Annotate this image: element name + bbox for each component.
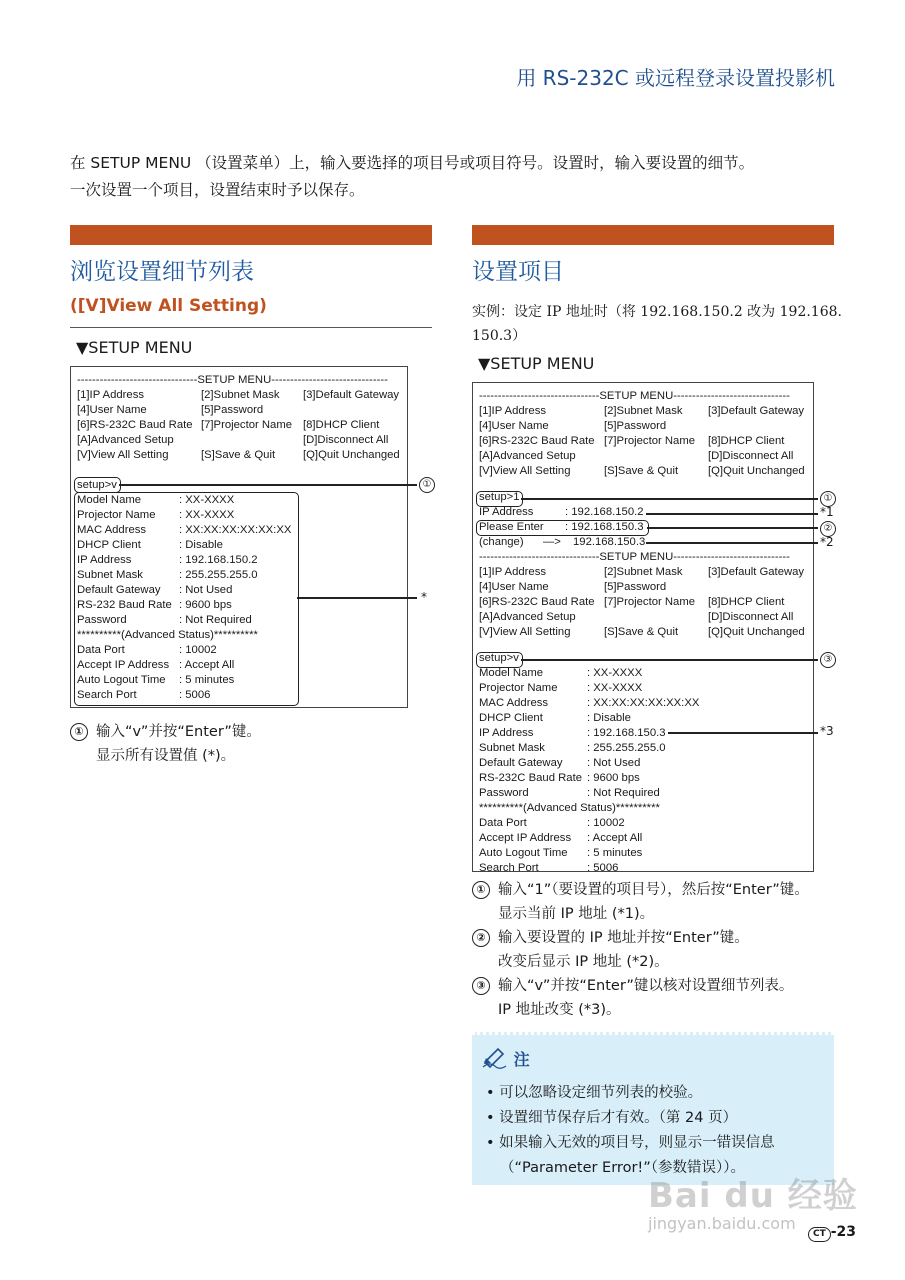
- page-number-text: -23: [830, 1224, 857, 1240]
- setting-value: : XX-XXXX: [179, 509, 235, 521]
- note-header: [482, 1047, 530, 1070]
- second-menu-item: [2]Subnet Mask: [604, 566, 683, 578]
- setting-label: Accept IP Address: [77, 659, 170, 671]
- setting-value: : XX:XX:XX:XX:XX:XX: [179, 524, 292, 536]
- setting-value: : Accept All: [179, 659, 235, 671]
- right-leader-line-3: [521, 659, 818, 661]
- setting-value: : 10002: [179, 644, 217, 656]
- right-example-line-1: 实例：设定 IP 地址时（将 192.168.150.2 改为 192.168.: [472, 304, 842, 320]
- menu-item: [6]RS-232C Baud Rate: [77, 419, 193, 431]
- right-leader-line-1: [521, 498, 818, 500]
- setting-label: Model Name: [77, 494, 142, 506]
- setting-label: MAC Address: [479, 697, 549, 709]
- note-item-2: • 设置细节保存后才有效。（第 24 页）: [486, 1110, 738, 1126]
- right-step-2-sub: 改变后显示 IP 地址 (*2)。: [498, 954, 669, 970]
- setting-value: : Accept All: [587, 832, 643, 844]
- left-section-subtitle: ([V]View All Setting): [70, 296, 267, 316]
- page-number: [808, 1224, 856, 1242]
- menu-item: [Q]Quit Unchanged: [303, 449, 400, 461]
- setting-value: : 255.255.255.0: [587, 742, 666, 754]
- second-menu-item: [D]Disconnect All: [708, 611, 794, 623]
- menu-item: [V]View All Setting: [77, 449, 169, 461]
- right-step-1: [472, 878, 809, 902]
- right-marker-s1: *1: [820, 505, 834, 519]
- right-step-1-text: 输入“1”（要设置的项目号），然后按“Enter”键。: [498, 882, 809, 898]
- prompt-line: setup>v: [77, 479, 117, 491]
- setting-label: Default Gateway: [77, 584, 161, 596]
- left-step-1-sub: 显示所有设置值 (*)。: [96, 748, 236, 764]
- setting-value: : 255.255.255.0: [179, 569, 258, 581]
- setting-label: Auto Logout Time: [479, 847, 568, 859]
- setting-value: : 9600 bps: [587, 772, 640, 784]
- setting-label: Subnet Mask: [479, 742, 545, 754]
- watermark-url: jingyan.baidu.com: [648, 1214, 796, 1233]
- left-marker-1: ①: [419, 477, 435, 493]
- first-menu-header: --------------------------------SETUP MENU-------------------------------: [479, 390, 790, 402]
- setting-value: : XX-XXXX: [587, 667, 643, 679]
- right-example: [472, 300, 842, 348]
- right-marker-s3: *3: [820, 724, 834, 738]
- right-marker-c3: ③: [820, 652, 836, 668]
- left-section-title: 浏览设置细节列表: [70, 259, 254, 285]
- setting-label: Subnet Mask: [77, 569, 143, 581]
- setting-value: : Not Required: [179, 614, 252, 626]
- prompt2-line: setup>v: [479, 652, 519, 664]
- right-step-3-sub: IP 地址改变 (*3)。: [498, 1002, 621, 1018]
- first-menu-item: [A]Advanced Setup: [479, 450, 576, 462]
- left-step-1-text: 输入“v”并按“Enter”键。: [96, 724, 261, 740]
- second-menu-item: [Q]Quit Unchanged: [708, 626, 805, 638]
- right-leader-line-s1: [646, 513, 818, 515]
- menu-item: [S]Save & Quit: [201, 449, 276, 461]
- setting-label: Accept IP Address: [479, 832, 572, 844]
- note-item-4: （“Parameter Error!”（参数错误））。: [500, 1160, 745, 1176]
- right-section-title: 设置项目: [472, 259, 564, 285]
- second-menu-item: [S]Save & Quit: [604, 626, 679, 638]
- change-label: (change): [479, 536, 524, 548]
- right-enter-highlight: [476, 520, 649, 536]
- right-step-3: [472, 974, 809, 998]
- second-menu-item: [A]Advanced Setup: [479, 611, 576, 623]
- setting-label: Password: [479, 787, 529, 799]
- setting-value: : 5 minutes: [179, 674, 235, 686]
- setting-value: : XX:XX:XX:XX:XX:XX: [587, 697, 700, 709]
- right-marker-s2: *2: [820, 535, 834, 549]
- second-menu-item: [V]View All Setting: [479, 626, 571, 638]
- right-leader-line-2: [647, 527, 818, 529]
- setting-label: Data Port: [479, 817, 527, 829]
- first-menu-item: [Q]Quit Unchanged: [708, 465, 805, 477]
- second-menu-item: [3]Default Gateway: [708, 566, 805, 578]
- setting-label: Data Port: [77, 644, 125, 656]
- menu-item: [4]User Name: [77, 404, 147, 416]
- setting-label: Projector Name: [77, 509, 156, 521]
- left-leader-line-1: [119, 484, 417, 486]
- setting-value: : 192.168.150.3: [587, 727, 666, 739]
- setting-label: Password: [77, 614, 127, 626]
- enter-label: Please Enter: [479, 521, 544, 533]
- right-marker-c1: ①: [820, 491, 836, 507]
- setting-value: : 9600 bps: [179, 599, 232, 611]
- setting-label: Search Port: [77, 689, 137, 701]
- setting-value: : 5006: [587, 862, 619, 874]
- setting-value: : XX-XXXX: [179, 494, 235, 506]
- note-item-3: • 如果输入无效的项目号，则显示一错误信息: [486, 1135, 775, 1151]
- left-step-1-circle: ①: [70, 723, 88, 741]
- second-menu-item: [8]DHCP Client: [708, 596, 785, 608]
- second-menu-header: --------------------------------SETUP MENU-------------------------------: [479, 551, 790, 563]
- note-box: [472, 1032, 834, 1185]
- right-steps: [472, 878, 809, 1022]
- setting-value: : Disable: [179, 539, 223, 551]
- setting-value: : 192.168.150.2: [179, 554, 258, 566]
- setting-label: **********(Advanced Status)**********: [77, 629, 258, 641]
- setting-label: Default Gateway: [479, 757, 563, 769]
- pencil-note-icon: [482, 1047, 508, 1069]
- setting-label: RS-232 Baud Rate: [77, 599, 172, 611]
- ip-label: IP Address: [479, 506, 534, 518]
- second-menu-item: [4]User Name: [479, 581, 549, 593]
- change-value: 192.168.150.3: [573, 536, 646, 548]
- right-leader-line-s2: [646, 542, 818, 544]
- setting-value: : Disable: [587, 712, 631, 724]
- setting-label: **********(Advanced Status)**********: [479, 802, 660, 814]
- setting-label: Search Port: [479, 862, 539, 874]
- setting-value: : Not Required: [587, 787, 660, 799]
- right-step-2-text: 输入要设置的 IP 地址并按“Enter”键。: [498, 930, 749, 946]
- right-step-1-sub: 显示当前 IP 地址 (*1)。: [498, 906, 655, 922]
- ip-value: : 192.168.150.2: [565, 506, 644, 518]
- note-list: [486, 1081, 775, 1181]
- intro-line-1: 在 SETUP MENU （设置菜单）上，输入要选择的项目号或项目符号。设置时，输入要设置的细节。: [70, 154, 755, 172]
- menu-header-line: --------------------------------SETUP MENU-------------------------------: [77, 374, 388, 386]
- menu-item: [D]Disconnect All: [303, 434, 389, 446]
- left-divider: [70, 327, 432, 328]
- right-menu-label: ▼SETUP MENU: [478, 354, 595, 373]
- second-menu-item: [1]IP Address: [479, 566, 546, 578]
- right-terminal-window: [472, 382, 814, 872]
- first-menu-item: [1]IP Address: [479, 405, 546, 417]
- setting-label: Auto Logout Time: [77, 674, 166, 686]
- first-menu-item: [5]Password: [604, 420, 667, 432]
- right-step-3-text: 输入“v”并按“Enter”键以核对设置细节列表。: [498, 978, 794, 994]
- setting-label: RS-232C Baud Rate: [479, 772, 582, 784]
- left-prompt-highlight: [74, 477, 121, 493]
- right-prompt1-highlight: [476, 491, 523, 507]
- right-step-3-circle: ③: [472, 977, 490, 995]
- setting-label: DHCP Client: [479, 712, 543, 724]
- left-settings-highlight: [74, 492, 299, 706]
- left-marker-star: *: [421, 590, 427, 604]
- left-section-bar: [70, 225, 432, 245]
- first-menu-item: [8]DHCP Client: [708, 435, 785, 447]
- right-step-2: [472, 926, 809, 950]
- right-leader-line-s3: [668, 732, 818, 734]
- setting-value: : 5006: [179, 689, 211, 701]
- setting-value: : 5 minutes: [587, 847, 643, 859]
- right-step-1-circle: ①: [472, 881, 490, 899]
- setting-value: : 10002: [587, 817, 625, 829]
- setting-label: Model Name: [479, 667, 544, 679]
- second-menu-item: [6]RS-232C Baud Rate: [479, 596, 595, 608]
- right-step-2-circle: ②: [472, 929, 490, 947]
- menu-item: [1]IP Address: [77, 389, 144, 401]
- first-menu-item: [7]Projector Name: [604, 435, 696, 447]
- first-menu-item: [2]Subnet Mask: [604, 405, 683, 417]
- setting-label: IP Address: [77, 554, 132, 566]
- second-menu-item: [5]Password: [604, 581, 667, 593]
- setting-value: : Not Used: [587, 757, 641, 769]
- setting-value: : XX-XXXX: [587, 682, 643, 694]
- right-prompt2-highlight: [476, 652, 523, 668]
- first-menu-item: [D]Disconnect All: [708, 450, 794, 462]
- intro-text: [70, 150, 840, 204]
- right-example-line-2: 150.3）: [472, 328, 527, 344]
- menu-item: [7]Projector Name: [201, 419, 293, 431]
- prompt1-line: setup>1: [479, 491, 520, 503]
- second-menu-item: [7]Projector Name: [604, 596, 696, 608]
- ct-badge: CT: [808, 1227, 831, 1242]
- setting-label: MAC Address: [77, 524, 147, 536]
- right-marker-c2: ②: [820, 521, 836, 537]
- right-section-bar: [472, 225, 834, 245]
- watermark-brand: Bai du 经验: [648, 1176, 858, 1216]
- menu-item: [8]DHCP Client: [303, 419, 380, 431]
- first-menu-item: [4]User Name: [479, 420, 549, 432]
- page-header-title: 用 RS-232C 或远程登录设置投影机: [516, 66, 835, 90]
- menu-item: [3]Default Gateway: [303, 389, 400, 401]
- setting-label: IP Address: [479, 727, 534, 739]
- menu-item: [2]Subnet Mask: [201, 389, 280, 401]
- enter-value: : 192.168.150.3: [565, 521, 644, 533]
- setting-label: DHCP Client: [77, 539, 141, 551]
- setting-value: : Not Used: [179, 584, 233, 596]
- change-arrow: —>: [543, 536, 561, 548]
- first-menu-item: [6]RS-232C Baud Rate: [479, 435, 595, 447]
- note-item-1: • 可以忽略设定细节列表的校验。: [486, 1085, 703, 1101]
- intro-line-2: 一次设置一个项目，设置结束时予以保存。: [70, 181, 365, 199]
- first-menu-item: [V]View All Setting: [479, 465, 571, 477]
- left-menu-label: ▼SETUP MENU: [76, 338, 193, 357]
- menu-item: [5]Password: [201, 404, 264, 416]
- first-menu-item: [S]Save & Quit: [604, 465, 679, 477]
- left-leader-line-star: [297, 597, 417, 599]
- menu-item: [A]Advanced Setup: [77, 434, 174, 446]
- first-menu-item: [3]Default Gateway: [708, 405, 805, 417]
- setting-label: Projector Name: [479, 682, 558, 694]
- left-step-1: [70, 720, 261, 744]
- note-title: 注: [513, 1050, 530, 1069]
